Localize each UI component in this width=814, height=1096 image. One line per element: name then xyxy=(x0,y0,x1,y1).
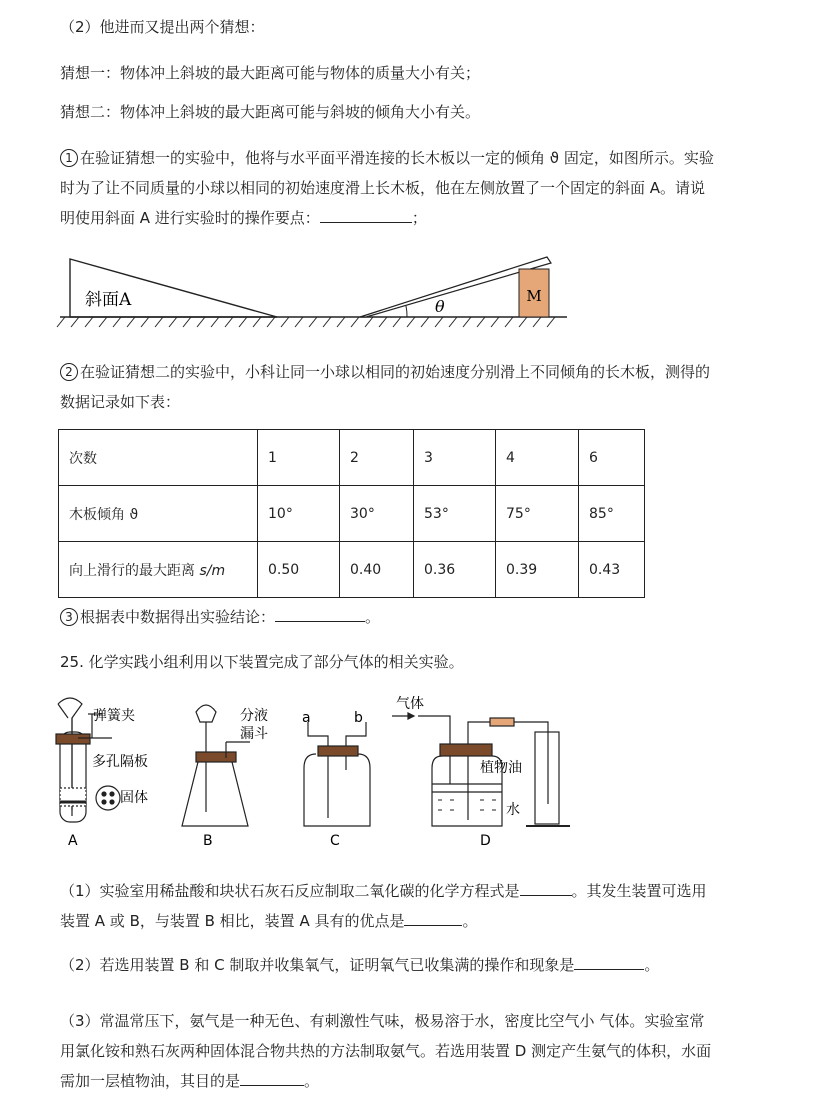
sub-two-end: 。 xyxy=(644,956,660,974)
label-solid: 固体 xyxy=(120,790,148,806)
answer-blank-1[interactable] xyxy=(320,206,412,223)
table-cell: 2 xyxy=(340,430,414,486)
block-m-label: M xyxy=(526,287,542,305)
step-one-line-2: 时为了让不同质量的小球以相同的初始速度滑上长木板，他在左侧放置了一个固定的斜面 A。请说 xyxy=(60,179,706,197)
apparatus-c xyxy=(304,722,370,826)
answer-blank-4[interactable] xyxy=(404,909,462,926)
sub-three-line-3-end: 。 xyxy=(304,1072,320,1090)
sub-three-line-2: 用氯化铵和熟石灰两种固体混合物共热的方法制取氨气。若选用装置 D 测定产生氨气的体积，水面 xyxy=(60,1042,712,1060)
table-cell: 10° xyxy=(258,486,340,542)
sub-one-line-2-end: 。 xyxy=(462,912,478,930)
step-one-number: 1 xyxy=(60,149,78,167)
table-cell: 3 xyxy=(414,430,496,486)
label-porous-plate: 多孔隔板 xyxy=(92,754,148,770)
label-gas: 气体 xyxy=(396,696,424,712)
incline-figure xyxy=(55,245,575,335)
answer-blank-3[interactable] xyxy=(520,879,572,896)
table-row-trials xyxy=(59,430,645,486)
answer-blank-2[interactable] xyxy=(275,605,365,622)
table-cell: 0.43 xyxy=(579,542,645,598)
table-angle-label: 木板倾角 ϑ xyxy=(59,486,258,542)
answer-blank-6[interactable] xyxy=(240,1069,304,1086)
table-cell: 0.36 xyxy=(414,542,496,598)
table-distance-label xyxy=(59,542,258,598)
step-three xyxy=(60,605,380,627)
label-port-a: a xyxy=(302,710,311,726)
step-one-paragraph xyxy=(60,143,772,233)
step-three-number: 3 xyxy=(60,608,78,626)
sub-one-line-1-end: 。其发生装置可选用 xyxy=(571,882,707,900)
apparatus-figure xyxy=(40,692,600,852)
caption-c: C xyxy=(330,833,340,849)
table-row-distances xyxy=(59,542,645,598)
angle-label: θ xyxy=(435,297,445,316)
step-one-line-3: 明使用斜面 A 进行实验时的操作要点： xyxy=(60,209,320,227)
caption-b: B xyxy=(203,833,213,849)
label-vegetable-oil: 植物油 xyxy=(480,760,522,776)
answer-blank-5[interactable] xyxy=(574,953,644,970)
table-row-angles xyxy=(59,486,645,542)
sub-question-three xyxy=(60,1006,772,1096)
sub-question-two xyxy=(60,953,659,975)
table-cell: 0.39 xyxy=(496,542,579,598)
data-table xyxy=(58,429,645,598)
table-cell: 0.50 xyxy=(258,542,340,598)
sub-three-line-3: 需加一层植物油，其目的是 xyxy=(60,1072,241,1090)
step-two-line-1: 在验证猜想二的实验中，小科让同一小球以相同的初始速度分别滑上不同倾角的长木板，测得的 xyxy=(80,363,711,381)
sub-three-line-1: （3）常温常压下，氨气是一种无色、有刺激性气味，极易溶于水，密度比空气小 气体。实验室常 xyxy=(60,1012,705,1030)
sub-question-one xyxy=(60,876,772,936)
label-spring-clip: 弹簧夹 xyxy=(93,708,135,724)
label-funnel-line-2: 漏斗 xyxy=(240,726,268,742)
q2-intro: （2）他进而又提出两个猜想： xyxy=(60,18,265,36)
table-cell: 53° xyxy=(414,486,496,542)
distance-label-text: 向上滑行的最大距离 xyxy=(69,562,200,579)
sub-one-line-1: （1）实验室用稀盐酸和块状石灰石反应制取二氧化碳的化学方程式是 xyxy=(60,882,520,900)
step-three-text: 根据表中数据得出实验结论： xyxy=(80,608,276,626)
step-three-end: 。 xyxy=(365,608,381,626)
table-cell: 85° xyxy=(579,486,645,542)
guess-one: 猜想一：物体冲上斜坡的最大距离可能与物体的质量大小有关； xyxy=(60,64,481,82)
label-port-b: b xyxy=(354,710,363,726)
caption-d: D xyxy=(480,833,491,849)
label-funnel-line-1: 分液 xyxy=(240,708,268,724)
distance-label-unit: s/m xyxy=(199,562,226,579)
water-dots xyxy=(438,800,496,810)
step-one-line-1: 在验证猜想一的实验中，他将与水平面平滑连接的长木板以一定的倾角 ϑ 固定，如图所示。实验 xyxy=(80,149,714,167)
table-cell: 1 xyxy=(258,430,340,486)
table-header-label: 次数 xyxy=(59,430,258,486)
step-two-paragraph xyxy=(60,357,772,417)
sub-two-text: （2）若选用装置 B 和 C 制取并收集氧气，证明氧气已收集满的操作和现象是 xyxy=(60,956,575,974)
label-water: 水 xyxy=(506,802,520,818)
angle-arc xyxy=(406,306,407,317)
sub-one-line-2: 装置 A 或 B，与装置 B 相比，装置 A 具有的优点是 xyxy=(60,912,405,930)
step-one-line-3-end: ； xyxy=(411,209,427,227)
step-two-number: 2 xyxy=(60,363,78,381)
q25-title: 25. 化学实践小组利用以下装置完成了部分气体的相关实验。 xyxy=(60,653,464,671)
table-cell: 75° xyxy=(496,486,579,542)
slope-a-label: 斜面A xyxy=(85,290,132,310)
caption-a: A xyxy=(68,833,78,849)
table-cell: 30° xyxy=(340,486,414,542)
guess-two: 猜想二：物体冲上斜坡的最大距离可能与斜坡的倾角大小有关。 xyxy=(60,103,481,121)
step-two-line-2: 数据记录如下表： xyxy=(60,393,181,411)
ground-hatching xyxy=(57,317,555,327)
table-cell: 0.40 xyxy=(340,542,414,598)
table-cell: 6 xyxy=(579,430,645,486)
table-cell: 4 xyxy=(496,430,579,486)
